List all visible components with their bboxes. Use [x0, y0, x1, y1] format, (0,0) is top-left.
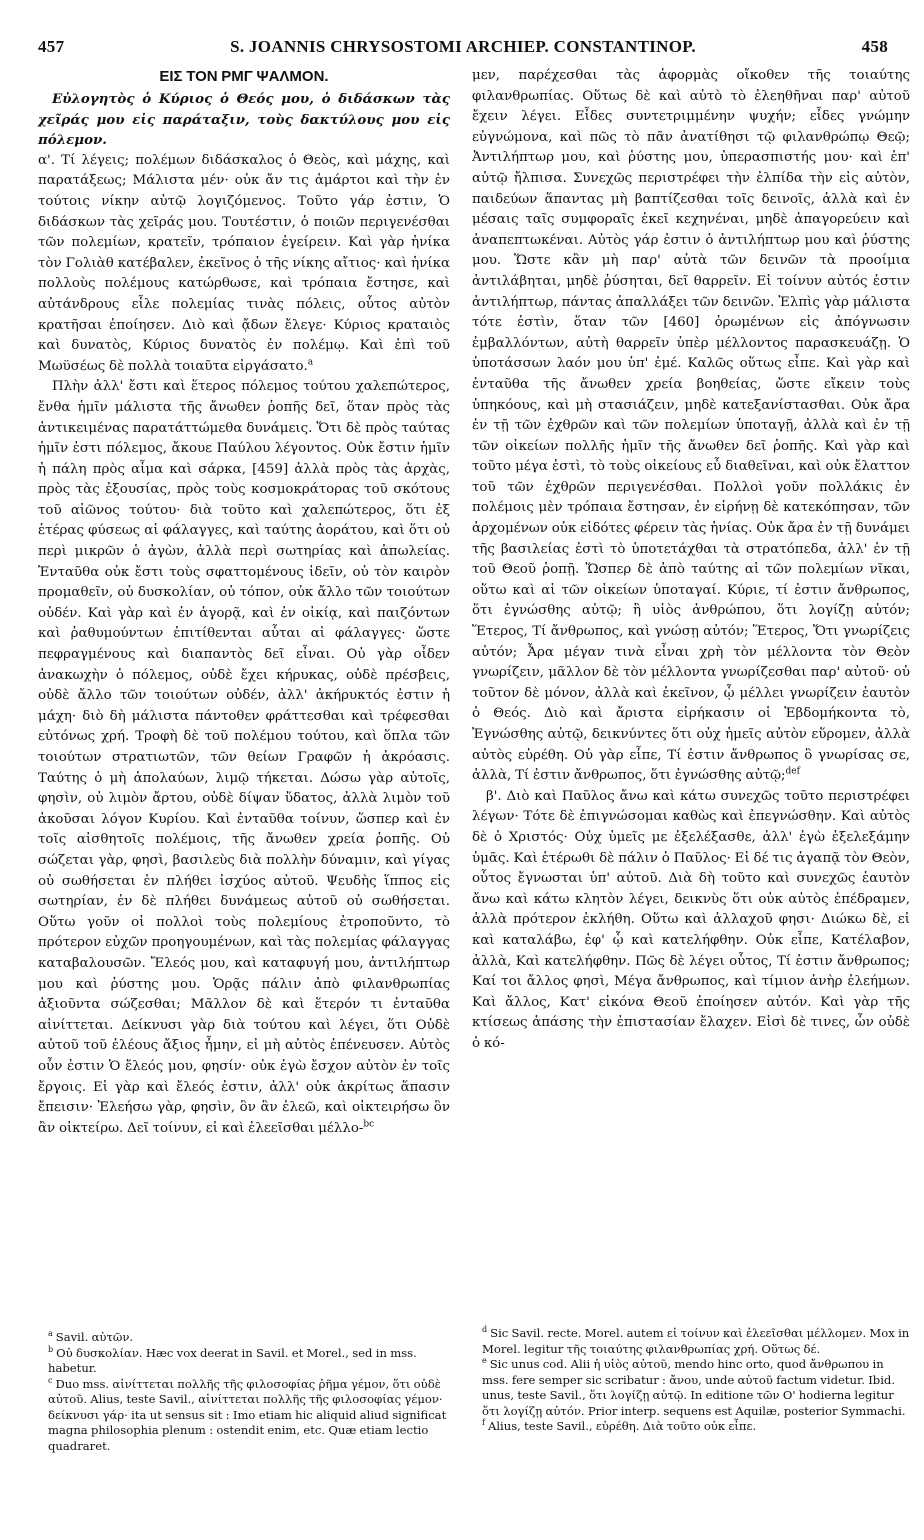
footnote-f	[472, 1419, 910, 1435]
paragraph-1-text: α'. Τί λέγεις; πολέμων διδάσκαλος ὁ Θεὸς, καὶ μάχης, καὶ παρατάξεως; Μάλιστα μέν· οὐκ ἄν τις ἁμάρτοι καὶ τὴν ἐν τούτοις νίκην αὐτῷ λογιζόμενος. Τοῦτο γάρ ἐστιν, Ὁ διδάσκων τὰς χεῖράς μου. Τουτέστιν, ὁ ποιῶν περιγενέσθαι τῶν πολεμίων, κρατεῖν, τρόπαιον ἐγείρειν. Καὶ γὰρ ἡνίκα τὸν Γολιὰθ κατέβαλεν, ἐκεῖνος ὁ τῆς νίκης αἴτιος· καὶ ἡνίκα πολλοὺς πολέμους κατώρθωσε, καὶ τρόπαια ἔστησε, καὶ αὐτάνδρους εἷλε πολεμίας τινὰς πόλεις, οὗτος αὐτὸν κρατῆσαι ἐποίησεν. Διὸ καὶ ᾄδων ἔλεγε· Κύριος κραταιὸς καὶ δυνατὸς, Κύριος δυνατὸς ἐν πολέμῳ. Καὶ ἐπὶ τοῦ Μωϋσέως δὲ πολλὰ τοιαῦτα εἰργάσατο.	[38, 152, 450, 374]
psalm-lemma: Εὐλογητὸς ὁ Κύριος ὁ Θεός μου, ὁ διδάσκων τὰς χεῖράς μου εἰς παράταξιν, τοὺς δακτύλους μου εἰς πόλεμον.	[38, 91, 450, 149]
footnote-mark: e	[482, 1356, 487, 1366]
footnote-text: Sic unus cod. Alii ἡ υἱὸς αὐτοῦ, mendo hinc orto, quod ἄνθρωπου in mss. fere semper sic scribatur : ἄνου, unde αὐτοῦ factum videtur. Ibid. unus, teste Savil., ὅτι λογίζῃ αὐτῷ. In editione τῶν Ο' hodierna legitur ὅτι λογίζῃ αὐτόν. Prior interp. sequens est Aquilæ, posterior Symmachi.	[482, 1357, 906, 1418]
footnote-mark: a	[48, 1329, 53, 1339]
footnote-text: Savil. αὐτῶν.	[55, 1330, 134, 1344]
footnote-a	[38, 1330, 450, 1346]
left-column	[38, 66, 450, 1326]
paragraph-2	[38, 377, 450, 1139]
footnote-mark: c	[48, 1375, 53, 1385]
footnote-mark: f	[482, 1418, 485, 1428]
footnote-ref-b: b	[363, 1119, 370, 1130]
footnote-ref-e: e	[791, 766, 797, 777]
footnote-d	[472, 1326, 910, 1357]
footnote-mark: d	[482, 1325, 488, 1335]
right-column	[472, 66, 910, 1198]
footnote-ref-f: f	[796, 766, 800, 777]
page-number-left: 457	[38, 37, 65, 56]
footnotes-right	[472, 1326, 910, 1435]
footnote-e	[472, 1357, 910, 1419]
footnote-ref-d: d	[785, 766, 792, 777]
psalm-heading: ΕΙΣ ΤΟΝ ΡΜΓ ΨΑΛΜΟΝ.	[159, 68, 329, 85]
footnote-ref-a: a	[307, 357, 314, 368]
paragraph-beta: β'. Διὸ καὶ Παῦλος ἄνω καὶ κάτω συνεχῶς τοῦτο περιστρέφει λέγων· Τότε δὲ ἐπιγνώσομαι καθὼς καὶ ἐπεγνώσθην. Καὶ αὐτὸς δὲ ὁ Χριστός· Οὐχ ὑμεῖς με ἐξελέξασθε, ἀλλ' ἐγὼ ἐξελεξάμην ὑμᾶς. Καὶ ἑτέρωθι δὲ πάλιν ὁ Παῦλος· Εἰ δέ τις ἀγαπᾷ τὸν Θεὸν, οὗτος ἔγνωσται ὑπ' αὐτοῦ. Διὰ δὴ τοῦτο καὶ συνεχῶς ἑαυτὸν ἄνω καὶ κάτω κλητὸν λέγει, δεικνὺς ὅτι οὐκ αὐτὸς ἐπέδραμεν, ἀλλὰ πρότερον ἐκλήθη. Οὕτω καὶ ἀλλαχοῦ φησι· Διώκω δὲ, εἰ καὶ καταλάβω, ἐφ' ᾧ καὶ κατελήφθην. Οὐκ εἶπε, Κατέλαβον, ἀλλὰ, Καὶ κατελήφθην. Πῶς δὲ λέγει οὗτος, Τί ἐστιν ἄνθρωπος; Καί τοι ἄλλος φησὶ, Μέγα ἄνθρωπος, καὶ τίμιον ἀνὴρ ἐλεήμων. Καὶ ἄλλος, Κατ' εἰκόνα Θεοῦ ἐποίησεν αὐτόν. Καὶ γὰρ τῆς κτίσεως ἁπάσης τὴν ἐπιστασίαν ἔλαχεν. Εἰσὶ δὲ τινες, ὧν οὐδὲ ὁ κό-	[472, 788, 910, 1051]
footnote-b	[38, 1346, 450, 1377]
paragraph-1	[38, 151, 450, 378]
paragraph-2-text: Πλὴν ἀλλ' ἔστι καὶ ἕτερος πόλεμος τούτου χαλεπώτερος, ἔνθα ἡμῖν μάλιστα τῆς ἄνωθεν ῥοπῆς δεῖ, ὅταν πρὸς τὰς ἀντικειμένας παρατάττώμεθα δυνάμεις. Ὅτι δὲ πρὸς ταύτας ἡμῖν ἐστι πόλεμος, ἄκουε Παύλου λέγοντος. Οὐκ ἔστιν ἡμῖν ἡ πάλη πρὸς αἷμα καὶ σάρκα, [459] ἀλλὰ πρὸς τὰς ἀρχὰς, πρὸς τὰς ἐξουσίας, πρὸς τοὺς κοσμοκράτορας τοῦ σκότους τοῦ αἰῶνος τούτου· διὰ τοῦτο καὶ χαλεπώτερος, ὅτι ἐξ ἑτέρας φύσεως αἱ φάλαγγες, καὶ ταύτης ἀοράτου, καὶ ὅτι οὐ περὶ μικρῶν ὁ ἀγὼν, ἀλλὰ περὶ σωτηρίας καὶ ἀπωλείας. Ἐνταῦθα οὐκ ἔστι τοὺς σφαττομένους ἰδεῖν, οὐ τὸν καιρὸν προμαθεῖν, οὐ δυσκολίαν, οὐ τόπον, οὐκ ἄλλο τῶν τοιούτων οὐδέν. Καὶ γὰρ καὶ ἐν ἀγορᾷ, καὶ ἐν οἰκίᾳ, καὶ παιζόντων καὶ ῥαθυμούντων ἐπιτίθενται αὗται αἱ φάλαγγες· ὥστε πεφραγμένους καὶ διαπαντὸς δεῖ εἶναι. Οὐ γὰρ οἶδεν ἀνακωχὴν ὁ πόλεμος, οὐδὲ ἔχει κήρυκας, οὐδὲ πρέσβεις, οὐδὲ ἄλλο τῶν τοιούτων οὐδέν, ἀλλ' ἀκήρυκτός ἐστιν ἡ μάχη· διὸ δὴ μάλιστα πάντοθεν φράττεσθαι καὶ τρέφεσθαι εὐτόνως χρή. Τροφὴ δὲ τοῦ πολέμου τούτου, καὶ ὅπλα τῶν τοιούτων στρατιωτῶν, τῶν θείων Γραφῶν ἡ ἀκρόασις. Ταύτης ὁ μὴ ἀπολαύων, λιμῷ τήκεται. Δώσω γὰρ αὐτοῖς, φησὶν, οὐ λιμὸν ἄρτου, οὐδὲ δίψαν ὕδατος, ἀλλὰ λιμὸν τοῦ ἀκοῦσαι λόγον Κυρίου. Καὶ ἐνταῦθα τοίνυν, ὥσπερ καὶ ἐν τοῖς αἰσθητοῖς πολέμοις, τῆς ἄνωθεν χρεία ῥοπῆς. Οὐ σώζεται γὰρ, φησὶ, βασιλεὺς διὰ πολλὴν δύναμιν, καὶ γίγας οὐ σωθήσεται ἐν πλήθει ἰσχύος αὐτοῦ. Ψευδὴς ἵππος εἰς σωτηρίαν, ἐν δὲ πλήθει δυνάμεως αὐτοῦ οὐ σωθήσεται. Οὕτω γοῦν οἱ πολλοὶ τοὺς πολεμίους ἐτροποῦντο, τὸ πρότερον εὐχῶν προηγουμένων, καὶ τὰς πολεμίας φάλαγγας καταβαλουσῶν. Ἔλεός μου, καὶ καταφυγή μου, ἀντιλήπτωρ μου καὶ ῥύστης μου. Ὁρᾷς πάλιν ἀπὸ φιλανθρωπίας ἀξιοῦντα σώζεσθαι; Μᾶλλον δὲ καὶ ἕτερόν τι ἐνταῦθα αἰνίττεται. Δείκνυσι γὰρ διὰ τούτου καὶ λέγει, ὅτι Οὐδὲ αὐτοῦ τοῦ ἐλέους ἄξιος ἦμην, εἰ μὴ αὐτὸς ἐπένευσεν. Αὐτὸς οὖν ἐστιν Ὁ ἔλεός μου, φησίν· οὐκ ἐγὼ ἔσχον αὐτὸν ἐν τοῖς ἔργοις. Εἰ γὰρ καὶ ἔλεός ἐστιν, ἀλλ' οὐκ ἀκρίτως ἅπασιν ἔπεισιν· Ἐλεήσω γὰρ, φησὶν, ὃν ἂν ἐλεῶ, καὶ οἰκτειρήσω ὃν ἂν οἰκτείρω. Δεῖ τοίνυν, εἰ καὶ ἐλεεῖσθαι μέλλο-	[38, 379, 450, 1136]
footnote-mark: b	[48, 1344, 54, 1354]
footnote-text: Alius, teste Savil., εὑρέθη. Διὰ τοῦτο οὐκ εἶπε.	[487, 1419, 757, 1433]
footnote-ref-c: c	[369, 1119, 375, 1130]
running-head	[38, 37, 888, 59]
footnote-c	[38, 1377, 450, 1455]
paragraph-continued	[472, 66, 910, 787]
footnote-text: Duo mss. αἰνίττεται πολλῆς τῆς φιλοσοφίας ῥῆμα γέμον, ὅτι οὐδὲ αὐτοῦ. Alius, teste Savil., αἰνίττεται πολλῆς τῆς φιλοσοφίας γέμον· δείκνυσι γάρ· ita ut sensus sit : Imo etiam hic aliquid aliud significat magna philosophia plenum : ostendit enim, etc. Quæ etiam lectio quadraret.	[48, 1376, 447, 1453]
paragraph-continued-text: μεν, παρέχεσθαι τὰς ἀφορμὰς οἴκοθεν τῆς τοιαύτης φιλανθρωπίας. Οὕτως δὲ καὶ αὐτὸ τὸ ἐλεηθῆναι παρ' αὐτοῦ ἔχειν λέγει. Εἶδες συντετριμμένην ψυχήν; εἶδες γνώμην εὐγνώμονα, καὶ πῶς τὸ πᾶν ἀνατίθησι τῷ φιλανθρώπῳ Θεῷ; Ἀντιλήπτωρ μου, καὶ ῥύστης μου, ὑπερασπιστής μου· καὶ ἐπ' αὐτῷ ἤλπισα. Συνεχῶς περιστρέφει τὴν ἐλπίδα τὴν εἰς αὐτὸν, παιδεύων ἅπαντας μὴ βαπτίζεσθαι τοῖς δεινοῖς, ἀλλὰ καὶ ἐν μέσαις ταῖς συμφοραῖς ἐκεῖ κεχηνέναι, μηδὲ ἀπαγορεύειν καὶ ἀναπεπτωκέναι. Αὐτὸς γάρ ἐστιν ὁ ἀντιλήπτωρ μου καὶ ῥύστης μου. Ὥστε κἂν μὴ παρ' αὐτὰ τῶν δεινῶν τὰ προοίμια ἀντιλάβηται, μηδὲ ῥύσηται, δεῖ θαρρεῖν. Εἰ τοίνυν αὐτός ἐστιν ἀντιλήπτωρ, πάντας ἀπαλλάξει τῶν δεινῶν. Ἐλπὶς γὰρ μάλιστα τότε ἐστὶν, ὅταν τῶν [460] ὁρωμένων εἰς ἀπόγνωσιν ἐμβαλλόντων, αὐτὴ θαρρεῖν ὑπὲρ μέλλοντος παρασκευάζῃ. Ὁ ὑποτάσσων λαόν μου ὑπ' ἐμέ. Καλῶς οὕτως εἶπε. Καὶ γὰρ καὶ ἐνταῦθα τῆς ἄνωθεν χρεία βοηθείας, ὥστε εἴκειν τοὺς ὑπηκόους, καὶ μὴ στασιάζειν, μηδὲ κατεξανίστασθαι. Οὐκ ἄρα ἐν τῇ τῶν ἐχθρῶν καὶ τῶν πολεμίων ὑποταγῇ, ἀλλὰ καὶ ἐν τῇ τῶν οἰκείων πολλῆς ἡμῖν τῆς ἄνωθεν δεῖ ῥοπῆς. Καὶ γὰρ καὶ τοῦτο μέγα ἐστὶ, τὸ τοὺς οἰκείους εὖ διαθεῖναι, καὶ οὐκ ἔλαττον τοῦ τῶν ἐχθρῶν περιγενέσθαι. Πολλοὶ γοῦν πολλάκις ἐν πολέμοις μὲν τρόπαια ἔστησαν, ἐν εἰρήνῃ δὲ κατεκόπησαν, τῶν ἀρχομένων οὐκ εἰδότες φέρειν τὰς ἡνίας. Οὐκ ἄρα ἐν τῇ δυνάμει τῆς βασιλείας ἐστὶ τὸ ὑποτετάχθαι τὰ στρατόπεδα, ἀλλ' ἐν τῇ τοῦ Θεοῦ ῥοπῇ. Ὥσπερ δὲ ἀπὸ ταύτης αἱ τῶν πολεμίων νῖκαι, οὕτω καὶ αἱ τῶν οἰκείων ὑποταγαί. Κύριε, τί ἐστιν ἄνθρωπος, ὅτι ἐγνώσθης αὐτῷ; ἢ υἱὸς ἀνθρώπου, ὅτι λογίζῃ αὐτόν; Ἕτερος, Τί ἄνθρωπος, καὶ γνώσῃ αὐτόν; Ἕτερος, Ὅτι γνωρίζεις αὐτόν; Ἆρα μέγαν τινὰ εἶναι χρὴ τὸν μέλλοντα τὸν Θεὸν γνωρίζειν, μᾶλλον δὲ τὸν μέλλοντα γνωρίζεσθαι παρ' αὐτοῦ· οὐ τοῦτον δὲ μόνον, ἀλλὰ καὶ ἐκεῖνον, ᾧ μέλλει γνωρίζειν ἑαυτὸν ὁ Θεός. Διὸ καὶ ἄριστα εἰρήκασιν οἱ Ἑβδομήκοντα τὸ, Ἐγνώσθης αὐτῷ, δεικνύντες ὅτι οὐχ ἡμεῖς αὐτὸν εὕρομεν, ἀλλὰ αὐτὸς εὑρέθη. Οὐ γὰρ εἶπε, Τί ἐστιν ἄνθρωπος ὃ γνωρίσας σε, ἀλλὰ, Τί ἐστιν ἄνθρωπος, ὅτι ἐγνώσθης αὐτῷ;	[472, 68, 910, 784]
footnote-text: Οὐ δυσκολίαν. Hæc vox deerat in Savil. et Morel., sed in mss. habetur.	[48, 1345, 417, 1375]
footnote-text: Sic Savil. recte. Morel. autem εἰ τοίνυν καὶ ἐλεεῖσθαι μέλλομεν. Mox in Morel. legitur τῆς τοιαύτης φιλανθρωπίας χρή. Οὕτως δέ.	[482, 1326, 910, 1356]
page-number-right: 458	[861, 37, 888, 56]
footnotes-left	[38, 1330, 450, 1454]
running-title: S. JOANNIS CHRYSOSTOMI ARCHIEP. CONSTANTINOP.	[230, 37, 696, 56]
